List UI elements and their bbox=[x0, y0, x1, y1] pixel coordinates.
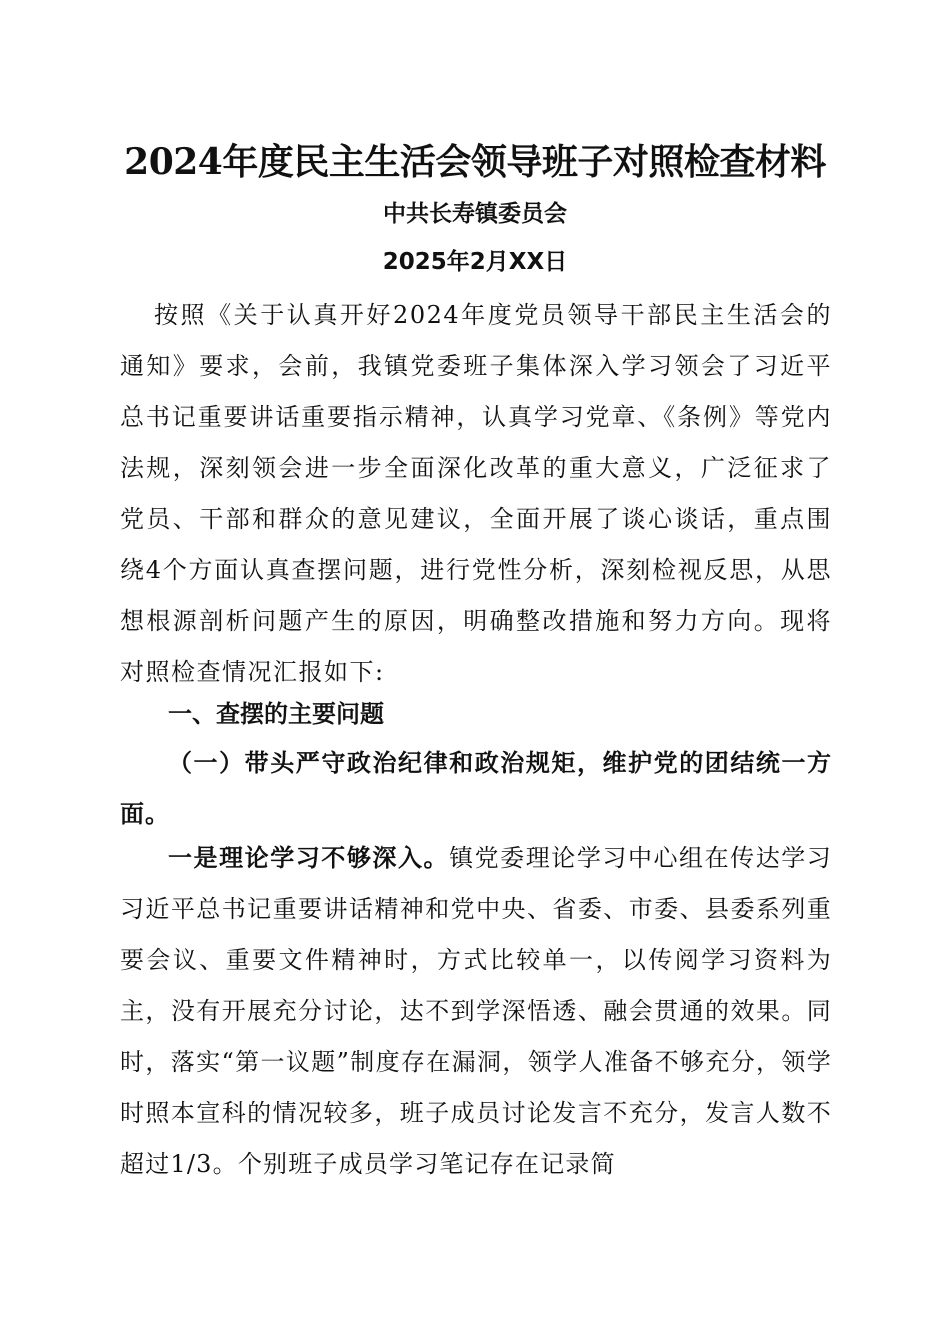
point-text: 镇党委理论学习中心组在传达学习习近平总书记重要讲话精神和党中央、省委、市委、县委系列重要会议、重要文件精神时，方式比较单一，以传阅学习资料为主，没有开展充分讨论，达不到学深悟透、融会贯通的效果。同时，落实“第一议题”制度存在漏洞，领学人准备不够充分，领学时照本宣科的情况较多，班子成员讨论发言不充分，发言人数不超过1/3。个别班子成员学习笔记存在记录简 bbox=[120, 844, 833, 1178]
section-heading: 一、查摆的主要问题 bbox=[168, 700, 384, 728]
subsection-heading: （一）带头严守政治纪律和政治规矩，维护党的团结统一方面。 bbox=[120, 749, 832, 828]
intro-paragraph: 按照《关于认真开好2024年度党员领导干部民主生活会的通知》要求，会前，我镇党委班子集体深入学习领会了习近平总书记重要讲话重要指示精神，认真学习党章、《条例》等党内法规，深刻领会进一步全面深化改革的重大意义，广泛征求了党员、干部和群众的意见建议，全面开展了谈心谈话，重点围绕4个方面认真查摆问题，进行党性分析，深刻检视反思，从思想根源剖析问题产生的原因，明确整改措施和努力方向。现将对照检查情况汇报如下: bbox=[120, 301, 832, 686]
document-title: 2024年度民主生活会领导班子对照检查材料 bbox=[124, 141, 826, 183]
point-paragraph bbox=[120, 833, 832, 1190]
point-lead: 一是理论学习不够深入。 bbox=[168, 844, 450, 872]
document-date: 2025年2月XX日 bbox=[382, 249, 568, 275]
organization-name: 中共长寿镇委员会 bbox=[383, 201, 567, 227]
